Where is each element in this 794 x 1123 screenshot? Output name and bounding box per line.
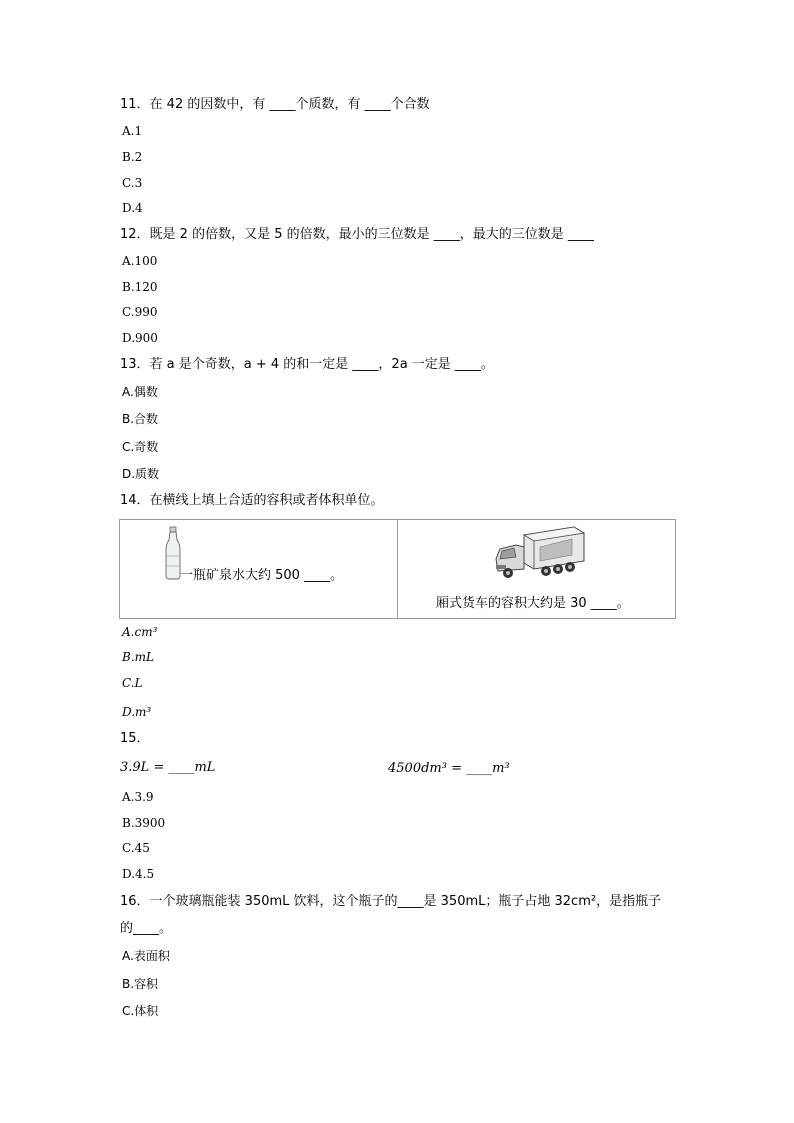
q15-option-c[interactable]: C.45 <box>122 841 150 855</box>
q14-option-b[interactable]: B.mL <box>122 650 154 664</box>
q15-option-b[interactable]: B.3900 <box>122 816 166 830</box>
q13-option-b[interactable]: B.合数 <box>122 412 159 426</box>
question-13-stem: 13．若 a 是个奇数，a + 4 的和一定是 ____，2a 一定是 ____。 <box>120 357 494 372</box>
question-16-stem-line2: 的____。 <box>120 921 173 936</box>
q14-option-d[interactable]: D.m³ <box>122 705 152 719</box>
q12-option-c[interactable]: C.990 <box>122 305 158 319</box>
q15-option-a[interactable]: A.3.9 <box>122 790 154 804</box>
question-16-stem-line1: 16．一个玻璃瓶能装 350mL 饮料，这个瓶子的____是 350mL；瓶子占地 32cm²，是指瓶子 <box>120 894 662 909</box>
question-11-stem: 11．在 42 的因数中，有 ____个质数，有 ____个合数 <box>120 97 430 112</box>
q13-option-a[interactable]: A.偶数 <box>122 385 158 399</box>
q15-right-equation: 4500dm³ = ____m³ <box>388 761 510 776</box>
question-14-stem: 14．在横线上填上合适的容积或者体积单位。 <box>120 493 384 508</box>
bottle-cell-text: 一瓶矿泉水大约 500 ____。 <box>180 568 344 583</box>
q11-option-c[interactable]: C.3 <box>122 176 143 190</box>
q16-option-a[interactable]: A.表面积 <box>122 949 170 963</box>
q16-option-c[interactable]: C.体积 <box>122 1004 159 1018</box>
q15-option-d[interactable]: D.4.5 <box>122 867 155 881</box>
q11-option-d[interactable]: D.4 <box>122 201 143 215</box>
q11-option-b[interactable]: B.2 <box>122 150 143 164</box>
q12-option-b[interactable]: B.120 <box>122 280 158 294</box>
q15-left-equation: 3.9L = ____mL <box>120 760 216 775</box>
q14-option-a[interactable]: A.cm³ <box>122 625 158 639</box>
bottle-cell <box>120 520 398 619</box>
unit-table <box>119 519 676 619</box>
q12-option-d[interactable]: D.900 <box>122 331 158 345</box>
question-15-number: 15． <box>120 731 150 746</box>
q14-option-c[interactable]: C.L <box>122 676 143 690</box>
truck-cell-text: 厢式货车的容积大约是 30 ____。 <box>436 596 630 611</box>
box-truck-icon <box>494 525 586 581</box>
q13-option-d[interactable]: D.质数 <box>122 467 160 481</box>
question-12-stem: 12．既是 2 的倍数，又是 5 的倍数，最小的三位数是 ____，最大的三位数是 ____ <box>120 227 594 242</box>
truck-cell <box>398 520 676 619</box>
q12-option-a[interactable]: A.100 <box>122 254 158 268</box>
q13-option-c[interactable]: C.奇数 <box>122 440 159 454</box>
q11-option-a[interactable]: A.1 <box>122 124 143 138</box>
q16-option-b[interactable]: B.容积 <box>122 977 159 991</box>
